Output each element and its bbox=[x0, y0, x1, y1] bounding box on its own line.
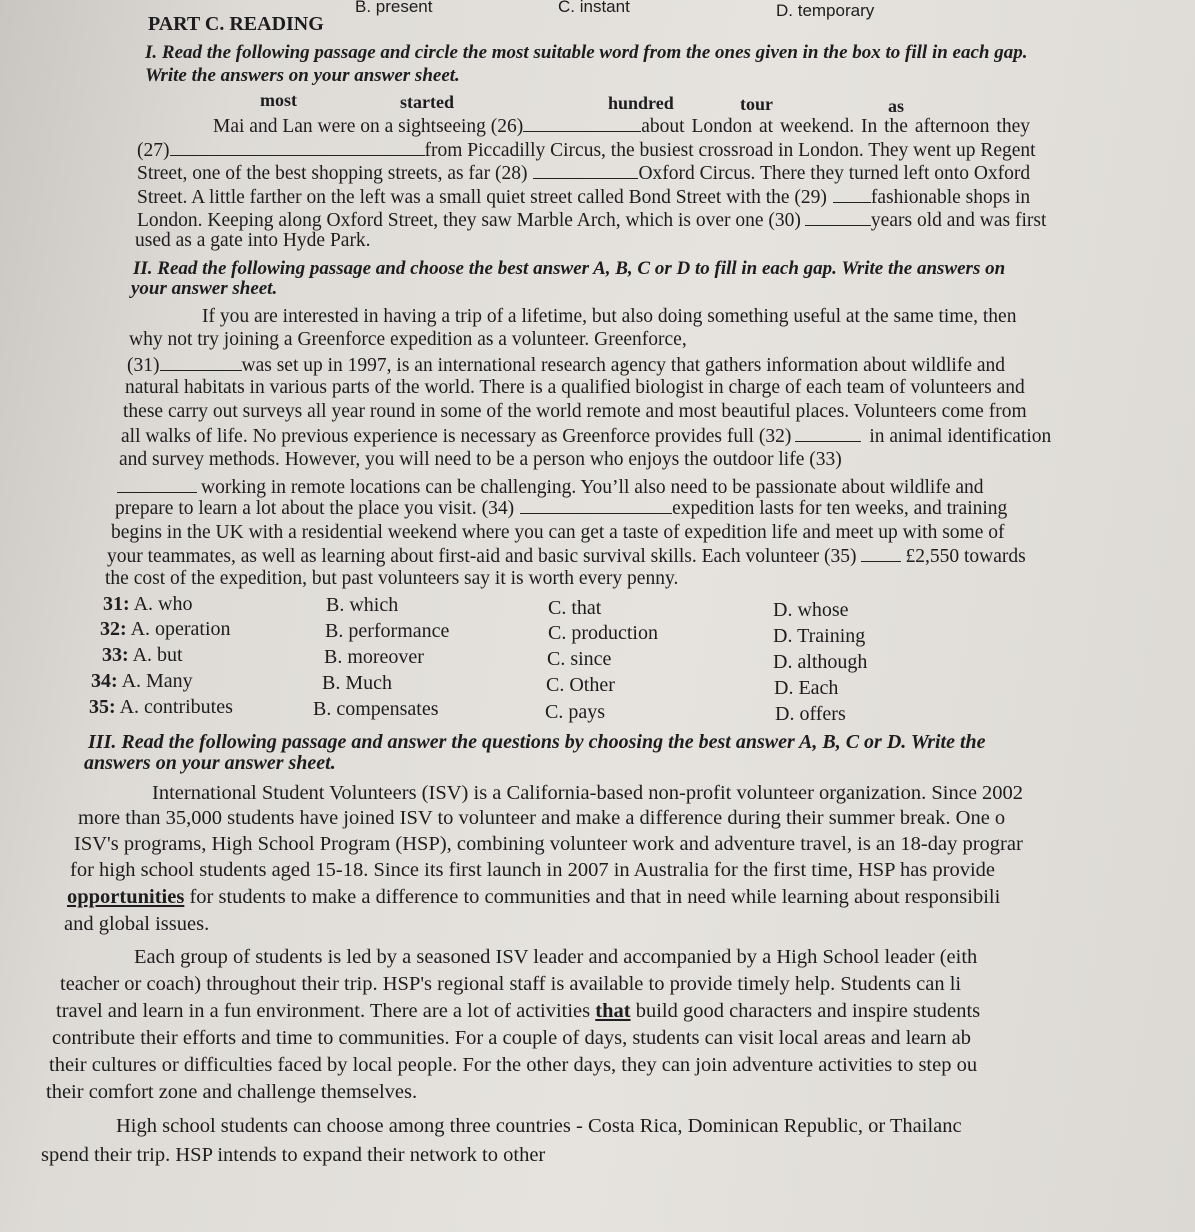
num: 32: bbox=[100, 618, 127, 640]
passage2-line: the cost of the expedition, but past volunteers say it is worth every penny. bbox=[105, 568, 679, 589]
option-d[interactable]: D. although bbox=[773, 651, 868, 673]
option-a[interactable]: A. operation bbox=[130, 618, 231, 640]
passage3-line bbox=[67, 886, 1000, 908]
passage3-line: Each group of students is led by a seasoned ISV leader and accompanied by a High School leader (eith bbox=[134, 946, 978, 968]
text: Mai and Lan were on a sightseeing (26) bbox=[213, 116, 524, 137]
text: Street. A little farther on the left was a small quiet street called Bond Street with the (29) bbox=[137, 187, 827, 208]
option-b[interactable]: B. moreover bbox=[324, 646, 424, 668]
gap-30[interactable] bbox=[805, 209, 871, 226]
part-title: PART C. READING bbox=[148, 13, 324, 35]
box-word: tour bbox=[740, 94, 773, 114]
passage3-line: ISV's programs, High School Program (HSP), combining volunteer work and adventure travel, is an 18-day prograr bbox=[74, 833, 1023, 855]
section3-instruction: III. Read the following passage and answer the questions by choosing the best answer A, B, C or D. Write the bbox=[88, 731, 986, 753]
passage3-line: more than 35,000 students have joined ISV to volunteer and make a difference during their summer break. One o bbox=[78, 807, 1006, 829]
section2-instruction: II. Read the following passage and choose the best answer A, B, C or D to fill in each gap. Write the answers on bbox=[133, 258, 1006, 279]
passage2-line: begins in the UK with a residential weekend where you can get a taste of expedition life and meet up with some of bbox=[111, 522, 1005, 543]
text: all walks of life. No previous experience is necessary as Greenforce provides full (32) bbox=[121, 426, 792, 447]
option-c[interactable]: C. Other bbox=[546, 674, 615, 696]
question-number bbox=[103, 593, 192, 616]
section3-instruction-2: answers on your answer sheet. bbox=[84, 752, 336, 774]
passage3-line: their comfort zone and challenge themselves. bbox=[46, 1081, 418, 1103]
option-a[interactable]: A. contributes bbox=[119, 696, 233, 718]
num: 33: bbox=[102, 644, 129, 666]
text: expedition lasts for ten weeks, and training bbox=[672, 498, 1008, 519]
underlined-word: that bbox=[595, 1000, 631, 1022]
passage2-line bbox=[107, 545, 1026, 568]
text: Oxford Circus. There they turned left onto Oxford bbox=[638, 163, 1031, 184]
text: your teammates, as well as learning about first-aid and basic survival skills. Each volunteer (35) bbox=[107, 546, 857, 567]
text: £2,550 towards bbox=[905, 546, 1026, 567]
prev-option-b: B. present bbox=[355, 0, 433, 16]
passage2-line bbox=[115, 497, 1007, 520]
text: about London at weekend. In the afternoon they bbox=[641, 116, 1030, 137]
text: from Piccadilly Circus, the busiest crossroad in London. They went up Regent bbox=[424, 140, 1036, 161]
option-d[interactable]: D. Training bbox=[773, 625, 866, 647]
option-a[interactable]: A. but bbox=[132, 644, 183, 666]
option-c[interactable]: C. since bbox=[547, 648, 612, 670]
option-d[interactable]: D. Each bbox=[774, 677, 839, 699]
option-b[interactable]: B. which bbox=[326, 594, 399, 616]
option-c[interactable]: C. that bbox=[548, 597, 602, 619]
question-number bbox=[102, 644, 183, 667]
option-a[interactable]: A. Many bbox=[121, 670, 193, 692]
passage3-line: contribute their efforts and time to communities. For a couple of days, students can visit local areas and learn ab bbox=[52, 1027, 972, 1049]
gap-35[interactable] bbox=[861, 545, 901, 562]
underlined-word: opportunities bbox=[67, 886, 185, 908]
passage1-line bbox=[137, 186, 1030, 209]
gap-29[interactable] bbox=[833, 186, 871, 203]
box-word: most bbox=[260, 90, 297, 110]
option-c[interactable]: C. production bbox=[548, 622, 658, 644]
passage2-line bbox=[117, 476, 984, 499]
text: in animal identification bbox=[869, 426, 1052, 447]
passage2-line bbox=[127, 354, 1005, 377]
box-word: as bbox=[888, 96, 905, 116]
question-number bbox=[91, 670, 193, 693]
text: working in remote locations can be challenging. You’ll also need to be passionate about wildlife and bbox=[201, 477, 984, 498]
text: Street, one of the best shopping streets, as far (28) bbox=[137, 163, 528, 184]
passage1-line: used as a gate into Hyde Park. bbox=[135, 230, 371, 251]
text: was set up in 1997, is an international research agency that gathers information about wildlife and bbox=[241, 355, 1006, 376]
option-d[interactable]: D. whose bbox=[773, 599, 849, 621]
passage3-line: High school students can choose among three countries - Costa Rica, Dominican Republic, or Thailanc bbox=[116, 1115, 962, 1137]
gap-32[interactable] bbox=[795, 425, 861, 442]
passage2-line bbox=[121, 425, 1051, 448]
text: (27) bbox=[137, 140, 170, 161]
text: fashionable shops in bbox=[870, 187, 1031, 208]
num: 34: bbox=[91, 670, 118, 692]
passage3-line: for high school students aged 15-18. Since its first launch in 2007 in Australia for the first time, HSP has provide bbox=[70, 859, 996, 881]
num: 35: bbox=[89, 696, 116, 718]
passage2-line: natural habitats in various parts of the world. There is a qualified biologist in charge of each team of volunteers and bbox=[125, 377, 1025, 398]
box-word: hundred bbox=[608, 93, 674, 113]
box-word: started bbox=[400, 92, 454, 112]
section1-instruction-2: Write the answers on your answer sheet. bbox=[145, 65, 460, 86]
option-b[interactable]: B. performance bbox=[325, 620, 450, 642]
passage3-line: International Student Volunteers (ISV) is a California-based non-profit volunteer organization. Since 2002 bbox=[152, 782, 1024, 804]
passage1-line bbox=[137, 139, 1036, 162]
passage3-line: their cultures or difficulties faced by local people. For the other days, they can join adventure activities to step ou bbox=[49, 1054, 978, 1076]
passage1-line bbox=[137, 209, 1046, 232]
text: for students to make a difference to communities and that in need while learning about responsibili bbox=[184, 886, 1001, 908]
option-b[interactable]: B. Much bbox=[322, 672, 392, 694]
option-a[interactable]: A. who bbox=[133, 593, 193, 615]
question-number bbox=[100, 618, 231, 641]
section2-instruction-2: your answer sheet. bbox=[131, 278, 278, 299]
prev-option-c: C. instant bbox=[558, 0, 630, 16]
text: London. Keeping along Oxford Street, they saw Marble Arch, which is over one (30) bbox=[137, 210, 801, 231]
gap-33[interactable] bbox=[117, 476, 197, 493]
text: travel and learn in a fun environment. There are a lot of activities bbox=[56, 1000, 596, 1022]
gap-27[interactable] bbox=[170, 139, 425, 156]
prev-option-d: D. temporary bbox=[776, 1, 875, 20]
section1-instruction: I. Read the following passage and circle the most suitable word from the ones given in the box to fill in each gap. bbox=[145, 42, 1028, 63]
passage1-line bbox=[213, 115, 1030, 138]
passage3-line: teacher or coach) throughout their trip. HSP's regional staff is available to provide timely help. Students can li bbox=[60, 973, 962, 995]
gap-26[interactable] bbox=[523, 115, 641, 132]
option-b[interactable]: B. compensates bbox=[313, 698, 439, 720]
gap-28[interactable] bbox=[533, 162, 638, 179]
option-d[interactable]: D. offers bbox=[775, 703, 846, 725]
text: years old and was first bbox=[870, 210, 1047, 231]
passage3-line: and global issues. bbox=[64, 913, 210, 935]
passage1-line bbox=[137, 162, 1030, 185]
passage3-line: spend their trip. HSP intends to expand their network to other bbox=[41, 1144, 546, 1166]
passage2-line: these carry out surveys all year round in some of the world remote and most beautiful places. Volunteers come from bbox=[123, 401, 1027, 422]
passage2-line: If you are interested in having a trip of a lifetime, but also doing something useful at the same time, then bbox=[202, 306, 1017, 327]
gap-34[interactable] bbox=[520, 497, 672, 514]
option-c[interactable]: C. pays bbox=[545, 701, 605, 723]
text: build good characters and inspire students bbox=[630, 1000, 981, 1022]
text: prepare to learn a lot about the place you visit. (34) bbox=[115, 498, 515, 519]
passage3-line bbox=[56, 1000, 980, 1022]
question-number bbox=[89, 696, 233, 719]
gap-31[interactable] bbox=[160, 354, 242, 371]
passage2-line: why not try joining a Greenforce expedition as a volunteer. Greenforce, bbox=[129, 329, 687, 350]
text: (31) bbox=[127, 355, 160, 376]
num: 31: bbox=[103, 593, 130, 615]
passage2-line: and survey methods. However, you will need to be a person who enjoys the outdoor life (33) bbox=[119, 449, 842, 470]
